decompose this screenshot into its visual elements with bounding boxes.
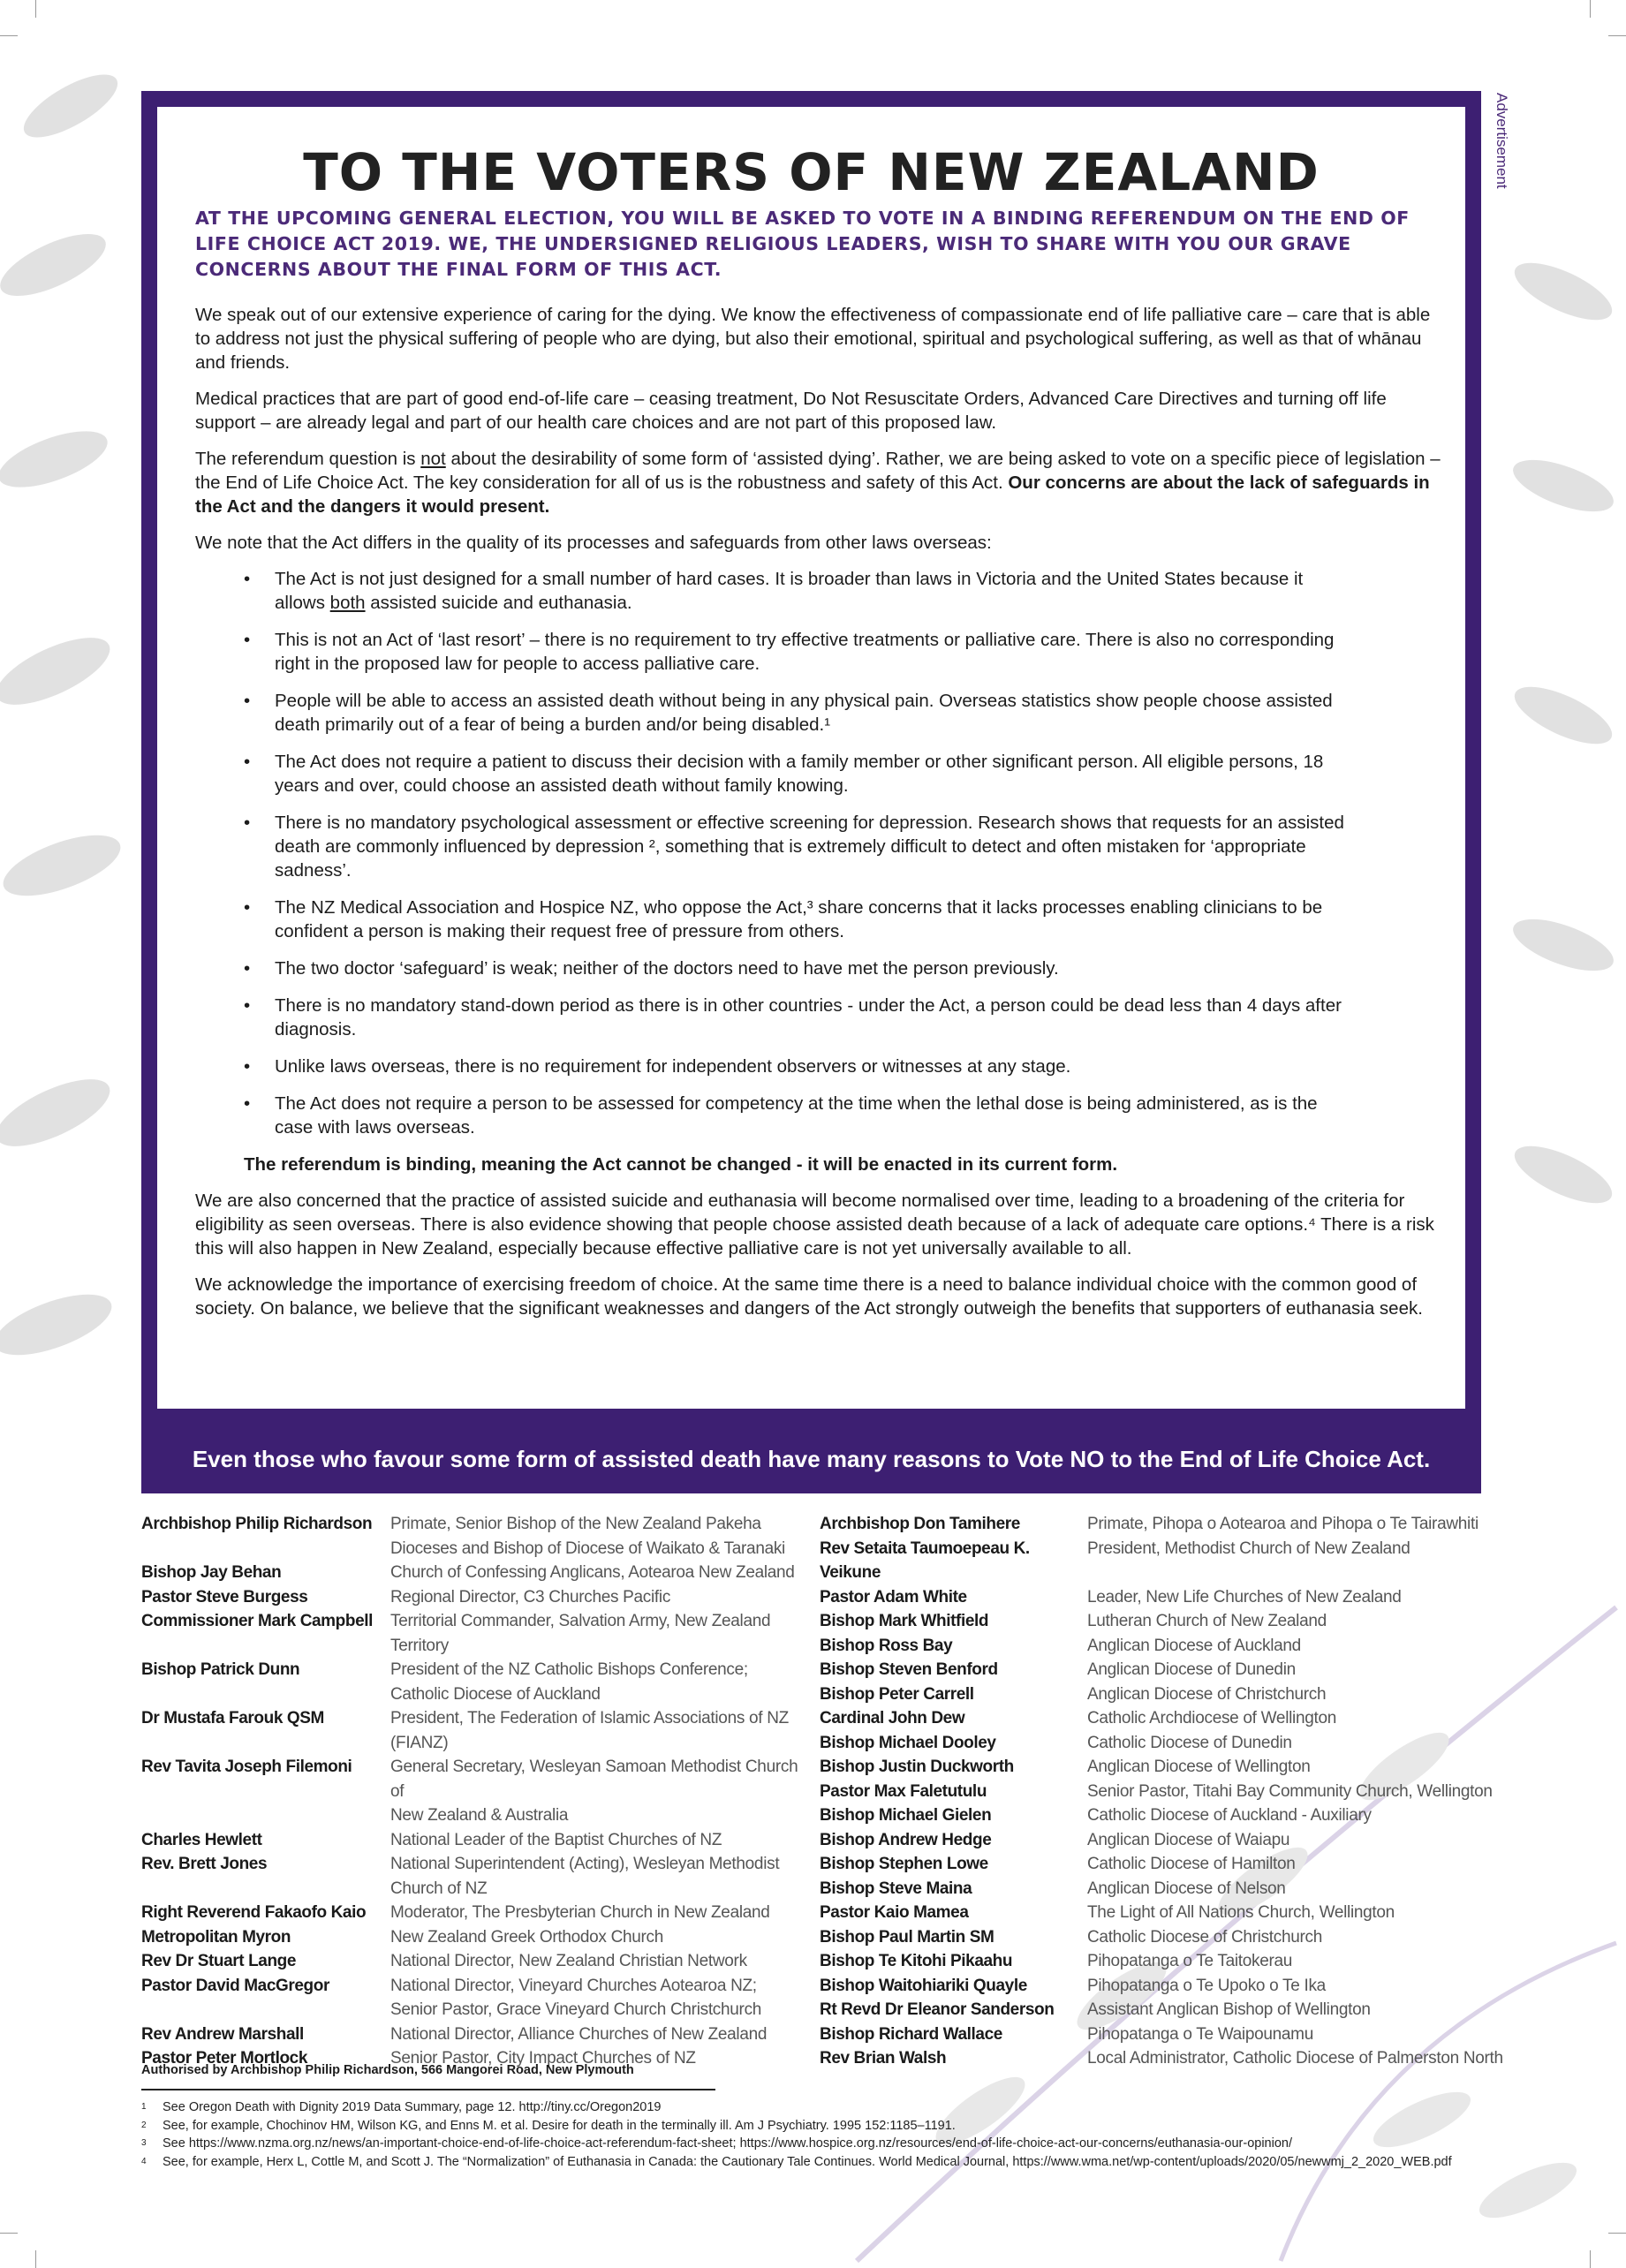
signatory-title-line: Anglican Diocese of Christchurch xyxy=(1087,1684,1327,1704)
binding-statement: The referendum is binding, meaning the Act cannot be changed - it will be enacted in its current form. xyxy=(244,1154,1118,1175)
vote-no-banner: Even those who favour some form of assisted death have many reasons to Vote NO to the End of Life Choice Act. xyxy=(141,1425,1481,1493)
footnote-number: 3 xyxy=(141,2138,147,2148)
signatory-row xyxy=(820,1609,1511,1634)
signatory-title-line: General Secretary, Wesleyan Samoan Methodist Church of xyxy=(390,1758,798,1801)
frame-content xyxy=(157,107,1465,1409)
signatory-title-line: New Zealand & Australia xyxy=(390,1806,569,1825)
signatory-row xyxy=(141,1755,814,1828)
advertisement-label-text: Advertisement xyxy=(1494,93,1510,189)
signatory-row xyxy=(820,2022,1511,2047)
signatory-row xyxy=(820,1780,1511,1804)
signatory-name: Bishop Justin Duckworth xyxy=(820,1758,1014,1776)
signatory-title xyxy=(390,1561,814,1585)
signatory-row xyxy=(820,1877,1511,1901)
list-item xyxy=(195,628,1352,676)
signatory-name: Bishop Waitohiariki Quayle xyxy=(820,1976,1027,1995)
signatory-title-line: Territorial Commander, Salvation Army, New Zealand xyxy=(390,1612,771,1630)
signatory-title xyxy=(390,1901,814,1925)
signatory-row xyxy=(141,1512,814,1561)
signatory-title-line: Assistant Anglican Bishop of Wellington xyxy=(1087,2000,1371,2019)
signatory-name: Rev Tavita Joseph Filemoni xyxy=(141,1758,352,1776)
signatory-name: Right Reverend Fakaofo Kaio xyxy=(141,1903,367,1922)
signatory-title-line: Pihopatanga o Te Taitokerau xyxy=(1087,1952,1293,1970)
signatory-name: Pastor Steve Burgess xyxy=(141,1587,308,1606)
signatory-title xyxy=(1087,2046,1511,2071)
signatory-title-line: President of the NZ Catholic Bishops Conference; xyxy=(390,1660,748,1679)
page-title: TO THE VOTERS OF NEW ZEALAND xyxy=(303,142,1320,202)
signatory-title-line: Catholic Diocese of Auckland xyxy=(390,1684,601,1704)
signatory-title xyxy=(1087,1658,1511,1682)
signatory-title xyxy=(390,1585,814,1610)
bullet-icon: • xyxy=(244,995,251,1016)
footnote xyxy=(141,2117,1452,2136)
signatory-name: Bishop Jay Behan xyxy=(141,1563,282,1582)
bullet-icon: • xyxy=(244,1093,251,1114)
signatory-row xyxy=(820,1998,1511,2022)
signatory-name: Rev Setaita Taumoepeau K. Veikune xyxy=(820,1538,1030,1582)
list-item-text: There is no mandatory psychological assessment or effective screening for depression. Research shows that requests for an assisted death are commonly influenced by depression ², something that is extremely difficult to detect and often mistaken for ‘appropriate sadness’. xyxy=(275,813,1344,881)
signatory-title-line: New Zealand Greek Orthodox Church xyxy=(390,1927,664,1947)
signatory-title-line: National Superintendent (Acting), Wesleyan Methodist xyxy=(390,1855,780,1873)
footnotes xyxy=(141,2098,1452,2171)
signatory-title-line: Pihopatanga o Te Upoko o Te Ika xyxy=(1087,1976,1326,1995)
signatory-name: Rev Andrew Marshall xyxy=(141,2024,304,2044)
signatory-row xyxy=(141,2022,814,2047)
list-item-text: There is no mandatory stand-down period as there is in other countries - under the Act, a person could be dead less than 4 days after diagnosis. xyxy=(275,995,1342,1040)
signatory-title xyxy=(390,1755,814,1828)
signatory-title xyxy=(1087,1974,1511,1999)
crop-mark xyxy=(0,2233,18,2234)
signatory-row xyxy=(141,1828,814,1853)
signatory-title-line: Church of NZ xyxy=(390,1879,488,1898)
signatory-title xyxy=(390,1949,814,1974)
signatory-row xyxy=(820,1755,1511,1780)
signatory-name: Bishop Patrick Dunn xyxy=(141,1660,300,1679)
signatory-row xyxy=(141,1949,814,1974)
signatory-title xyxy=(390,1609,814,1658)
signatory-title-line: Dioceses and Bishop of Diocese of Waikato & Taranaki xyxy=(390,1538,785,1558)
signatory-name: Bishop Michael Gielen xyxy=(820,1806,992,1825)
signatory-row xyxy=(820,1658,1511,1682)
signatory-row xyxy=(820,1731,1511,1756)
signatory-title-line: Local Administrator, Catholic Diocese of Palmerston North xyxy=(1087,2049,1503,2068)
bullet-icon: • xyxy=(244,630,251,650)
crop-mark xyxy=(1608,2233,1626,2234)
signatory-name: Bishop Steve Maina xyxy=(820,1879,972,1898)
crop-mark xyxy=(1608,35,1626,36)
signatory-title-line: Catholic Diocese of Dunedin xyxy=(1087,1733,1292,1752)
signatory-row xyxy=(820,1512,1511,1537)
list-item-text: People will be able to access an assisted death without being in any physical pain. Overseas statistics show people choose assisted death primarily out of a fear of being a burden and/or being disabled.¹ xyxy=(275,691,1333,735)
signatory-row xyxy=(820,1537,1511,1585)
signatory-name: Pastor Peter Mortlock xyxy=(141,2049,307,2068)
footnote xyxy=(141,2098,1452,2117)
signatory-name: Archbishop Philip Richardson xyxy=(141,1515,373,1533)
signatory-title-line: Anglican Diocese of Wellington xyxy=(1087,1758,1311,1776)
signatory-title xyxy=(390,2022,814,2047)
signatory-name: Bishop Stephen Lowe xyxy=(820,1855,988,1873)
signatory-name: Cardinal John Dew xyxy=(820,1709,965,1727)
signatory-title xyxy=(1087,1512,1511,1537)
signatory-name: Rev Brian Walsh xyxy=(820,2049,947,2068)
list-item xyxy=(195,896,1352,943)
signatory-title-line: Leader, New Life Churches of New Zealand xyxy=(1087,1587,1402,1606)
concerns-list xyxy=(195,567,1449,1139)
list-item xyxy=(195,956,1352,980)
signatory-name: Dr Mustafa Farouk QSM xyxy=(141,1709,324,1727)
signatory-row xyxy=(820,1974,1511,1999)
bullet-icon: • xyxy=(244,691,251,711)
list-item-text: The NZ Medical Association and Hospice NZ, who oppose the Act,³ share concerns that it lacks processes enabling clinicians to be confident a person is making their request free of pressure from others. xyxy=(275,897,1323,941)
signatory-title xyxy=(1087,2022,1511,2047)
signatory-name: Archbishop Don Tamihere xyxy=(820,1515,1020,1533)
signatory-title-line: Catholic Diocese of Auckland - Auxiliary xyxy=(1087,1806,1372,1825)
signatory-row xyxy=(141,1901,814,1925)
signatory-title-line: Moderator, The Presbyterian Church in New Zealand xyxy=(390,1903,770,1922)
signatory-name: Bishop Michael Dooley xyxy=(820,1733,996,1752)
signatory-title xyxy=(390,1925,814,1950)
signatory-title-line: Catholic Diocese of Hamilton xyxy=(1087,1855,1296,1873)
signatory-row xyxy=(820,1706,1511,1731)
signatory-row xyxy=(141,1658,814,1706)
bullet-icon: • xyxy=(244,569,251,589)
signatory-name: Pastor Adam White xyxy=(820,1587,967,1606)
signatory-name: Bishop Ross Bay xyxy=(820,1636,953,1655)
list-item xyxy=(195,750,1352,798)
signatory-name: Metropolitan Myron xyxy=(141,1927,291,1947)
crop-mark xyxy=(0,35,18,36)
paragraph-4: We note that the Act differs in the quality of its processes and safeguards from other laws overseas: xyxy=(195,533,992,553)
list-item-underline: both xyxy=(329,593,366,613)
list-item-text-cont: assisted suicide and euthanasia. xyxy=(365,593,632,613)
signatory-title-line: Lutheran Church of New Zealand xyxy=(1087,1612,1327,1630)
signatory-title xyxy=(390,1706,814,1755)
signatories-left-column xyxy=(141,1512,814,2071)
signatory-title-line: Primate, Senior Bishop of the New Zealand Pakeha xyxy=(390,1515,761,1533)
advertisement-label xyxy=(1493,93,1519,216)
signatory-title xyxy=(390,1828,814,1853)
signatory-title-line: (FIANZ) xyxy=(390,1733,449,1752)
authorised-statement: Authorised by Archbishop Philip Richardson, 566 Mangorei Road, New Plymouth xyxy=(141,2063,634,2077)
footnote-number: 2 xyxy=(141,2120,147,2130)
signatory-row xyxy=(141,1852,814,1901)
signatory-title xyxy=(1087,1585,1511,1610)
footnote-text: See https://www.nzma.org.nz/news/an-important-choice-end-of-life-choice-act-referendum-fact-sheet; https://www.hospice.org.nz/resources/end-of-life-choice-act-our-concerns/euthanasia-our-opinion/ xyxy=(163,2136,1293,2151)
bullet-icon: • xyxy=(244,897,251,918)
signatory-title-line: Senior Pastor, City Impact Churches of NZ xyxy=(390,2049,696,2068)
signatory-row xyxy=(141,1561,814,1585)
signatory-title-line: President, Methodist Church of New Zealand xyxy=(1087,1538,1410,1558)
list-item-text: The Act is not just designed for a small number of hard cases. It is broader than laws in Victoria and the United States because it allows xyxy=(275,569,1304,613)
footnote-divider xyxy=(141,2089,715,2090)
signatories-right-column xyxy=(820,1512,1511,2071)
signatory-title-line: Senior Pastor, Grace Vineyard Church Christchurch xyxy=(390,2000,762,2019)
signatory-name: Bishop Mark Whitfield xyxy=(820,1612,989,1630)
letter-body xyxy=(195,303,1449,1333)
signatory-title xyxy=(390,1974,814,2022)
footnote-text: See, for example, Chochinov HM, Wilson KG, and Enns M. et al. Desire for death in the terminally ill. Am J Psychiatry. 1995 152:1185–1191. xyxy=(163,2118,956,2133)
fern-decoration-left-icon xyxy=(0,0,159,1501)
signatory-name: Bishop Paul Martin SM xyxy=(820,1927,995,1947)
signatory-title xyxy=(1087,1537,1511,1585)
signatory-row xyxy=(141,1706,814,1755)
signatory-title xyxy=(1087,1877,1511,1901)
signatory-title-line: Primate, Pihopa o Aotearoa and Pihopa o Te Tairawhiti xyxy=(1087,1515,1479,1533)
crop-mark xyxy=(1590,0,1591,18)
signatory-row xyxy=(141,1974,814,2022)
signatory-title-line: Anglican Diocese of Auckland xyxy=(1087,1636,1301,1655)
list-item-text: This is not an Act of ‘last resort’ – there is no requirement to try effective treatments or palliative care. There is also no corresponding right in the proposed law for people to access palliative care. xyxy=(275,630,1335,674)
signatory-name: Pastor Max Faletutulu xyxy=(820,1781,987,1801)
intro-statement: AT THE UPCOMING GENERAL ELECTION, YOU WILL BE ASKED TO VOTE IN A BINDING REFERENDUM ON THE END OF LIFE CHOICE ACT 2019. WE, THE UNDERSIGNED RELIGIOUS LEADERS, WISH TO SHARE WITH YOU OUR GRAVE CONCERNS ABOUT THE FINAL FORM OF THIS ACT. xyxy=(195,208,1410,280)
signatory-title xyxy=(1087,1706,1511,1731)
list-item xyxy=(195,811,1352,882)
paragraph-3-bold: Our concerns are about the lack of safeguards in the Act and the dangers it would present. xyxy=(195,472,1430,517)
bullet-icon: • xyxy=(244,958,251,979)
signatory-title-line: President, The Federation of Islamic Associations of NZ xyxy=(390,1709,789,1727)
footnote-text: See Oregon Death with Dignity 2019 Data Summary, page 12. http://tiny.cc/Oregon2019 xyxy=(163,2100,662,2114)
signatory-title xyxy=(1087,1998,1511,2022)
signatory-name: Charles Hewlett xyxy=(141,1830,262,1849)
signatory-row xyxy=(820,1828,1511,1853)
bullet-icon: • xyxy=(244,813,251,833)
list-item xyxy=(195,689,1352,737)
signatory-title xyxy=(1087,1634,1511,1659)
bullet-icon: • xyxy=(244,752,251,772)
paragraph-2: Medical practices that are part of good end-of-life care – ceasing treatment, Do Not Resuscitate Orders, Advanced Care Directives and turning off life support – are already legal and part of our health care choices and are not part of this proposed law. xyxy=(195,389,1387,433)
signatory-title-line: Catholic Archdiocese of Wellington xyxy=(1087,1709,1336,1727)
signatory-row xyxy=(820,2046,1511,2071)
footnote xyxy=(141,2153,1452,2172)
signatory-title-line: National Director, New Zealand Christian Network xyxy=(390,1952,747,1970)
crop-mark xyxy=(35,2250,36,2268)
signatory-name: Bishop Te Kitohi Pikaahu xyxy=(820,1952,1013,1970)
signatory-title xyxy=(1087,1949,1511,1974)
signatory-title xyxy=(1087,1901,1511,1925)
signatory-row xyxy=(820,1925,1511,1950)
signatory-name: Rt Revd Dr Eleanor Sanderson xyxy=(820,2000,1055,2019)
signatory-row xyxy=(820,1634,1511,1659)
signatory-name: Rev Dr Stuart Lange xyxy=(141,1952,297,1970)
list-item xyxy=(195,567,1352,615)
signatory-title xyxy=(1087,1682,1511,1707)
paragraph-6: We acknowledge the importance of exercising freedom of choice. At the same time there is a need to balance individual choice with the common good of society. On balance, we believe that the significant weaknesses and dangers of the Act strongly outweigh the benefits that supporters of euthanasia seek. xyxy=(195,1274,1423,1319)
signatory-title-line: Catholic Diocese of Christchurch xyxy=(1087,1927,1323,1947)
main-frame xyxy=(141,91,1481,1425)
footnote-text: See, for example, Herx L, Cottle M, and Scott J. The “Normalization” of Euthanasia in Canada: the Cautionary Tale Continues. World Medical Journal, https://www.wma.net/wp-content/uploads/2020/05/newwmj_2_2020_WEB.pdf xyxy=(163,2154,1452,2169)
list-item-text: The two doctor ‘safeguard’ is weak; neither of the doctors need to have met the person previously. xyxy=(275,958,1059,979)
paragraph-3 xyxy=(195,447,1449,518)
fern-decoration-right-icon xyxy=(1484,221,1626,1457)
signatory-title-line: Church of Confessing Anglicans, Aotearoa New Zealand xyxy=(390,1563,795,1582)
paragraph-5: We are also concerned that the practice of assisted suicide and euthanasia will become normalised over time, leading to a broadening of the criteria for eligibility as seen overseas. There is also evidence showing that people choose assisted death because of a lack of adequate care options.⁴ There is a risk this will also happen in New Zealand, especially because effective palliative care is not yet universally available to all. xyxy=(195,1191,1434,1259)
signatory-title-line: Anglican Diocese of Waiapu xyxy=(1087,1830,1290,1849)
signatory-name: Pastor Kaio Mamea xyxy=(820,1903,969,1922)
signatory-title xyxy=(1087,1780,1511,1804)
signatory-title-line: National Director, Vineyard Churches Aotearoa NZ; xyxy=(390,1976,757,1995)
paragraph-3-text: The referendum question is xyxy=(195,449,421,469)
bullet-icon: • xyxy=(244,1056,251,1077)
crop-mark xyxy=(35,0,36,18)
signatory-name: Bishop Andrew Hedge xyxy=(820,1830,992,1849)
signatory-title xyxy=(1087,1828,1511,1853)
footnote-number: 4 xyxy=(141,2156,147,2166)
signatory-title xyxy=(1087,1852,1511,1877)
signatory-title-line: National Director, Alliance Churches of New Zealand xyxy=(390,2024,768,2044)
paragraph-1: We speak out of our extensive experience of caring for the dying. We know the effectiveness of compassionate end of life palliative care – care that is able to address not just the physical suffering of people who are dying, but also their emotional, spiritual and psychological suffering, as well as that of whānau and friends. xyxy=(195,305,1431,373)
signatory-name: Bishop Steven Benford xyxy=(820,1660,998,1679)
paragraph-3-text-cont: about the desirability of some form of ‘assisted dying’. Rather, we are being asked to vote on a specific piece of legislation – the End of Life Choice Act. The key consideration for all of us is the robustness and safety of this Act. xyxy=(195,449,1441,493)
signatory-title xyxy=(1087,1755,1511,1780)
signatory-title xyxy=(390,1658,814,1706)
signatory-title xyxy=(1087,1731,1511,1756)
signatory-title xyxy=(1087,1925,1511,1950)
signatory-title-line: The Light of All Nations Church, Wellington xyxy=(1087,1903,1395,1922)
signatory-title-line: Anglican Diocese of Dunedin xyxy=(1087,1660,1296,1679)
footnote xyxy=(141,2135,1452,2153)
list-item-text: Unlike laws overseas, there is no requirement for independent observers or witnesses at any stage. xyxy=(275,1056,1071,1077)
list-item xyxy=(195,994,1352,1041)
signatory-title xyxy=(390,1852,814,1901)
signatory-title xyxy=(1087,1803,1511,1828)
signatory-row xyxy=(141,1609,814,1658)
signatory-row xyxy=(820,1852,1511,1877)
signatory-row xyxy=(820,1803,1511,1828)
signatory-name: Rev. Brett Jones xyxy=(141,1855,268,1873)
signatory-row xyxy=(820,1585,1511,1610)
footnote-number: 1 xyxy=(141,2102,147,2112)
list-item-text: The Act does not require a person to be assessed for competency at the time when the lethal dose is being administered, as is the case with laws overseas. xyxy=(275,1093,1318,1138)
signatory-name: Bishop Peter Carrell xyxy=(820,1684,974,1704)
signatory-row xyxy=(820,1682,1511,1707)
list-item xyxy=(195,1092,1352,1139)
signatory-row xyxy=(141,1925,814,1950)
signatory-title-line: Pihopatanga o Te Waipounamu xyxy=(1087,2024,1313,2044)
paragraph-3-underline: not xyxy=(420,449,446,469)
signatory-name: Bishop Richard Wallace xyxy=(820,2024,1002,2044)
signatory-row xyxy=(141,1585,814,1610)
signatory-title-line: National Leader of the Baptist Churches of NZ xyxy=(390,1830,722,1849)
signatory-title-line: Senior Pastor, Titahi Bay Community Church, Wellington xyxy=(1087,1781,1493,1801)
list-item xyxy=(195,1055,1352,1078)
signatory-row xyxy=(820,1901,1511,1925)
signatory-name: Pastor David MacGregor xyxy=(141,1976,329,1995)
signatory-title xyxy=(390,1512,814,1561)
list-item-text: The Act does not require a patient to discuss their decision with a family member or other significant person. All eligible persons, 18 years and over, could choose an assisted death without family knowing. xyxy=(275,752,1324,796)
signatory-title-line: Anglican Diocese of Nelson xyxy=(1087,1879,1286,1898)
signatory-name: Commissioner Mark Campbell xyxy=(141,1612,374,1630)
crop-mark xyxy=(1590,2250,1591,2268)
signatory-title-line: Territory xyxy=(390,1636,449,1655)
signatory-title xyxy=(1087,1609,1511,1634)
signatory-title-line: Regional Director, C3 Churches Pacific xyxy=(390,1587,671,1606)
signatory-row xyxy=(820,1949,1511,1974)
